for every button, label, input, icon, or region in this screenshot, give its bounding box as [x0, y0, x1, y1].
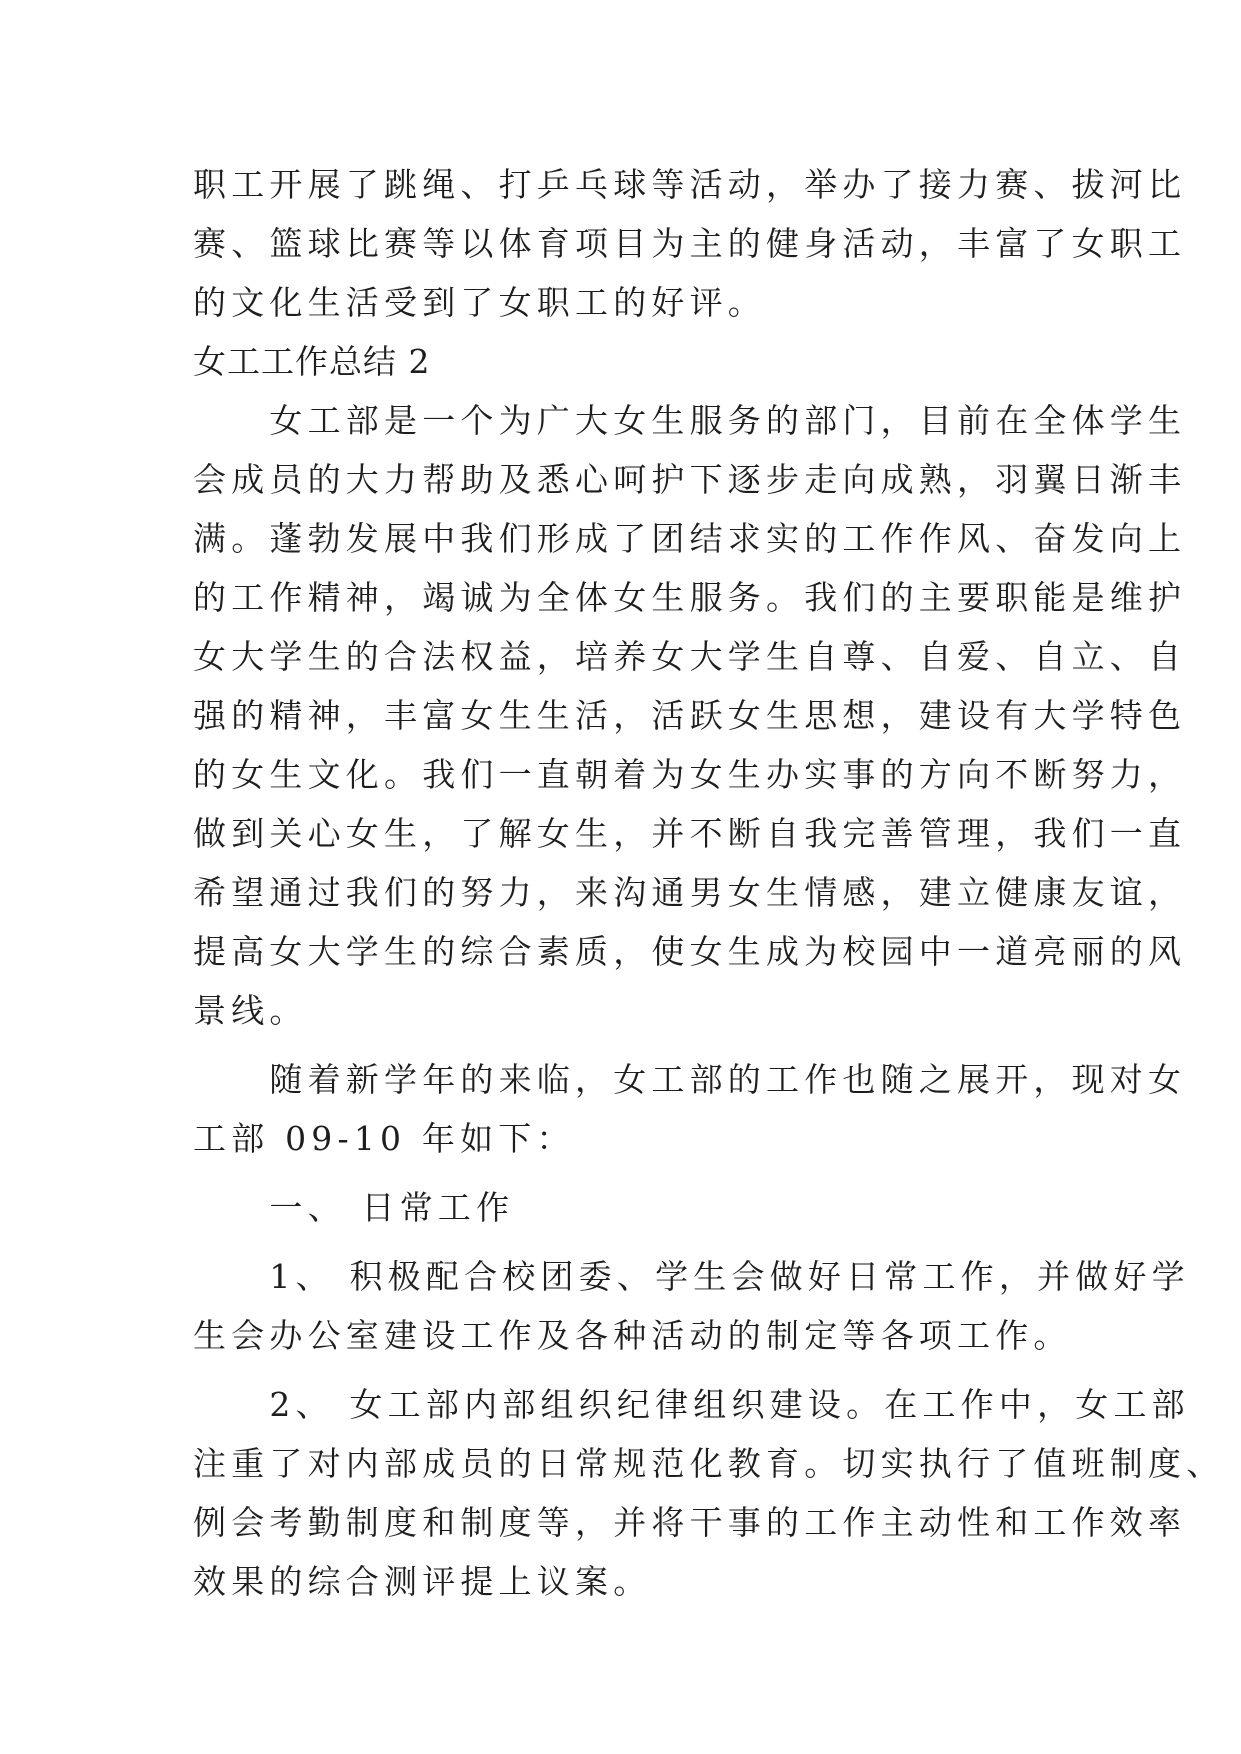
text-line: 提高女大学生的综合素质，使女生成为校园中一道亮丽的风 — [193, 932, 1187, 971]
item-heading: 一、 日常工作 — [193, 1188, 515, 1227]
section-title: 女工工作总结 2 — [193, 342, 431, 381]
text-line: 2、 女工部内部组织纪律组织建设。在工作中，女工部 — [193, 1385, 1190, 1424]
text-line: 强的精神，丰富女生生活，活跃女生思想，建设有大学特色 — [193, 696, 1187, 735]
text-line: 随着新学年的来临，女工部的工作也随之展开，现对女 — [193, 1060, 1187, 1099]
text-line: 的工作精神，竭诚为全体女生服务。我们的主要职能是维护 — [193, 578, 1187, 617]
text-line: 生会办公室建设工作及各种活动的制定等各项工作。 — [193, 1316, 1072, 1355]
text-line: 的女生文化。我们一直朝着为女生办实事的方向不断努力， — [193, 755, 1187, 794]
text-line: 女大学生的合法权益，培养女大学生自尊、自爱、自立、自 — [193, 637, 1187, 676]
text-line: 会成员的大力帮助及悉心呵护下逐步走向成熟，羽翼日渐丰 — [193, 460, 1187, 499]
text-line: 职工开展了跳绳、打乒乓球等活动，举办了接力赛、拔河比 — [193, 165, 1187, 204]
text-line: 做到关心女生，了解女生，并不断自我完善管理，我们一直 — [193, 814, 1187, 853]
text-line: 满。蓬勃发展中我们形成了团结求实的工作作风、奋发向上 — [193, 519, 1187, 558]
text-line: 的文化生活受到了女职工的好评。 — [193, 283, 766, 322]
text-line: 景线。 — [193, 991, 308, 1030]
text-line: 工部 09-10 年如下： — [193, 1119, 575, 1158]
text-line: 效果的综合测评提上议案。 — [193, 1562, 652, 1601]
document-body — [193, 155, 1225, 1611]
text-line: 例会考勤制度和制度等，并将干事的工作主动性和工作效率 — [193, 1503, 1187, 1542]
text-line: 1、 积极配合校团委、学生会做好日常工作，并做好学 — [193, 1257, 1190, 1296]
text-line: 希望通过我们的努力，来沟通男女生情感，建立健康友谊， — [193, 873, 1187, 912]
text-line: 赛、篮球比赛等以体育项目为主的健身活动，丰富了女职工 — [193, 224, 1187, 263]
text-line: 女工部是一个为广大女生服务的部门，目前在全体学生 — [193, 401, 1187, 440]
text-line: 注重了对内部成员的日常规范化教育。切实执行了值班制度、 — [193, 1444, 1225, 1483]
